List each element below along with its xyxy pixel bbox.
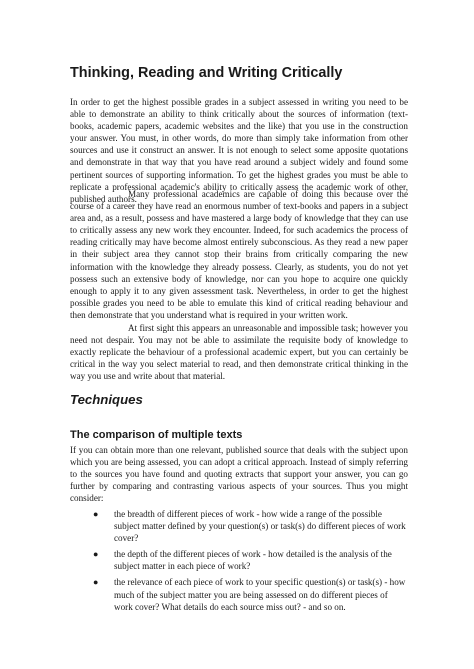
comparison-paragraph: If you can obtain more than one relevant, published source that deals with the subject upon which you are being assessed, you can adopt a critical approach. Instead of simply referring to the sources you have found and quoting extracts that support your answer, you can go further by comparing and contrasting various aspects of your sources. Thus you might consider: bbox=[70, 445, 408, 504]
bullet-list bbox=[70, 508, 408, 617]
subheading-comparison: The comparison of multiple texts bbox=[70, 429, 243, 441]
academics-paragraph: Many professional academics are capable of doing this because over the course of a career they have read an enormous number of text-books and papers in a subject area and, as a result, possess and have mastered a large body of knowledge that they can use to critically assess any new work they encounter. Indeed, for such academics the process of reading critically may have become almost entirely subconscious. As they read a new paper in their subject area they cannot stop their brains from critically comparing the new information with the knowledge they already possess. Clearly, as students, you do not yet possess such an extensive body of knowledge, nor can you hope to acquire one quickly enough to apply it to any given assessment task. Nevertheless, in order to get the highest possible grades you need to be able to emulate this kind of critical reading behaviour and then demonstrate that you understand what is required in your written work. bbox=[70, 189, 408, 320]
list-item-text: the depth of the different pieces of work - how detailed is the analysis of the subject matter in each piece of work? bbox=[114, 549, 392, 572]
list-item-text: the breadth of different pieces of work - how wide a range of the possible subject matter defined by your question(s) or task(s) do different pieces of work cover? bbox=[114, 509, 406, 544]
first-sight-paragraph: At first sight this appears an unreasonable and impossible task; however you need not despair. You may not be able to assimilate the requisite body of knowledge to exactly replicate the behaviour of a professional academic expert, but you can certainly be critical in the way you select material to read, and then demonstrate critical thinking in the way you use and write about that material. bbox=[70, 323, 408, 382]
list-item bbox=[70, 576, 408, 612]
list-item bbox=[70, 508, 408, 544]
intro-paragraph: In order to get the highest possible grades in a subject assessed in writing you need to be able to demonstrate an ability to think critically about the sources of information (text-books, academic papers, academic websites and the like) that you use in the construction your answer. You must, in other words, do more than simply take information from other sources and use it construct an answer. It is not enough to select some apposite quotations and demonstrate in that way that you have read around a subject widely and found some pertinent sources of supporting information. To get the highest grades you must be able to replicate a professional academic's ability to critically assess the academic work of other, published authors. bbox=[70, 97, 408, 204]
list-item bbox=[70, 548, 408, 572]
list-item-text: the relevance of each piece of work to your specific question(s) or task(s) - how much of the subject matter you are being assessed on do different pieces of work cover? What details do each source miss out? - and so on. bbox=[114, 577, 406, 612]
document-title: Thinking, Reading and Writing Critically bbox=[70, 65, 343, 81]
bullet-icon: ● bbox=[93, 549, 99, 560]
section-heading-techniques: Techniques bbox=[70, 392, 143, 407]
bullet-icon: ● bbox=[93, 577, 99, 588]
bullet-icon: ● bbox=[93, 509, 99, 519]
